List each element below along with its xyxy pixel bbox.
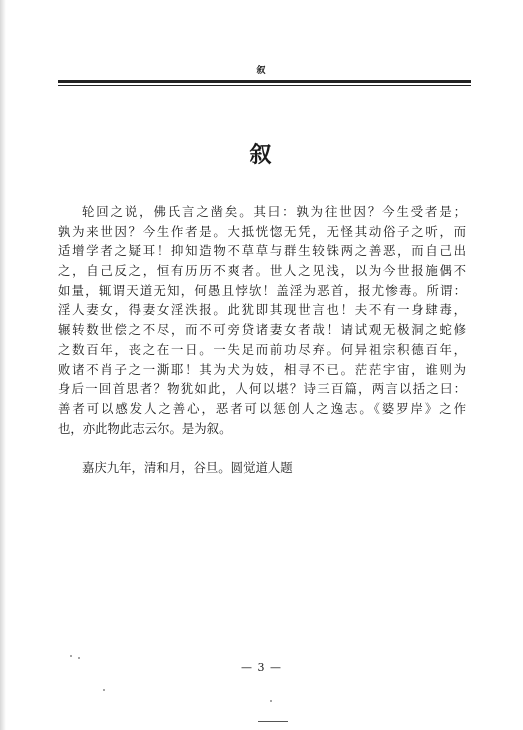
running-header: 叙 [256, 66, 267, 76]
scan-speck [270, 700, 272, 702]
text-line: 之数百年，丧之在一日。一失足而前功尽弃。何异祖宗积德百年， [58, 341, 466, 357]
header-rule-thin [58, 85, 471, 86]
signature-line: 嘉庆九年，清和月，谷旦。圆觉道人题 [82, 460, 293, 475]
text-line: 败诸不肖子之一澌耶！其为犬为妓，相寻不已。茫茫宇宙，谁则为 [58, 361, 466, 377]
scan-speck [78, 657, 80, 659]
header-rule-thick [58, 80, 471, 83]
text-line: 身后一回首思者？物犹如此，人何以堪？诗三百篇，两言以括之曰： [58, 381, 466, 397]
scan-speck [103, 689, 105, 691]
text-line: 适增学者之疑耳！抑知造物不草草与群生较铢两之善恶，而自己出 [58, 243, 466, 259]
text-line: 如量，辄谓天道无知，何愚且悖欤！盖淫为恶首，报尤惨毒。所谓： [58, 282, 466, 298]
text-line: 也，亦此物此志云尔。是为叙。 [58, 420, 232, 436]
scan-speck [70, 655, 72, 657]
preface-body [58, 202, 466, 438]
text-line: 孰为来世因？今生作者是。大抵恍惚无凭，无怪其动俗子之听，而 [58, 223, 466, 239]
text-line: 轮回之说，佛氏言之凿矣。其曰：孰为往世因？今生受者是； [82, 204, 466, 219]
scan-edge [0, 0, 6, 730]
text-line: 辗转数世偿之不尽，而不可旁贷诸妻女者哉！请试观无极洞之蛇修 [58, 322, 466, 338]
page-title: 叙 [249, 142, 274, 168]
text-line: 淫人妻女，得妻女淫泆报。此犹即其现世言也！夫不有一身肆毒， [58, 302, 466, 318]
scan-mark [258, 721, 288, 722]
text-line: 之，自己反之，恒有历历不爽者。世人之见浅，以为今世报施偶不 [58, 263, 466, 279]
text-line: 善者可以感发人之善心，恶者可以惩创人之逸志。《婆罗岸》之作 [58, 400, 466, 416]
page-number: — 3 — [241, 661, 282, 674]
